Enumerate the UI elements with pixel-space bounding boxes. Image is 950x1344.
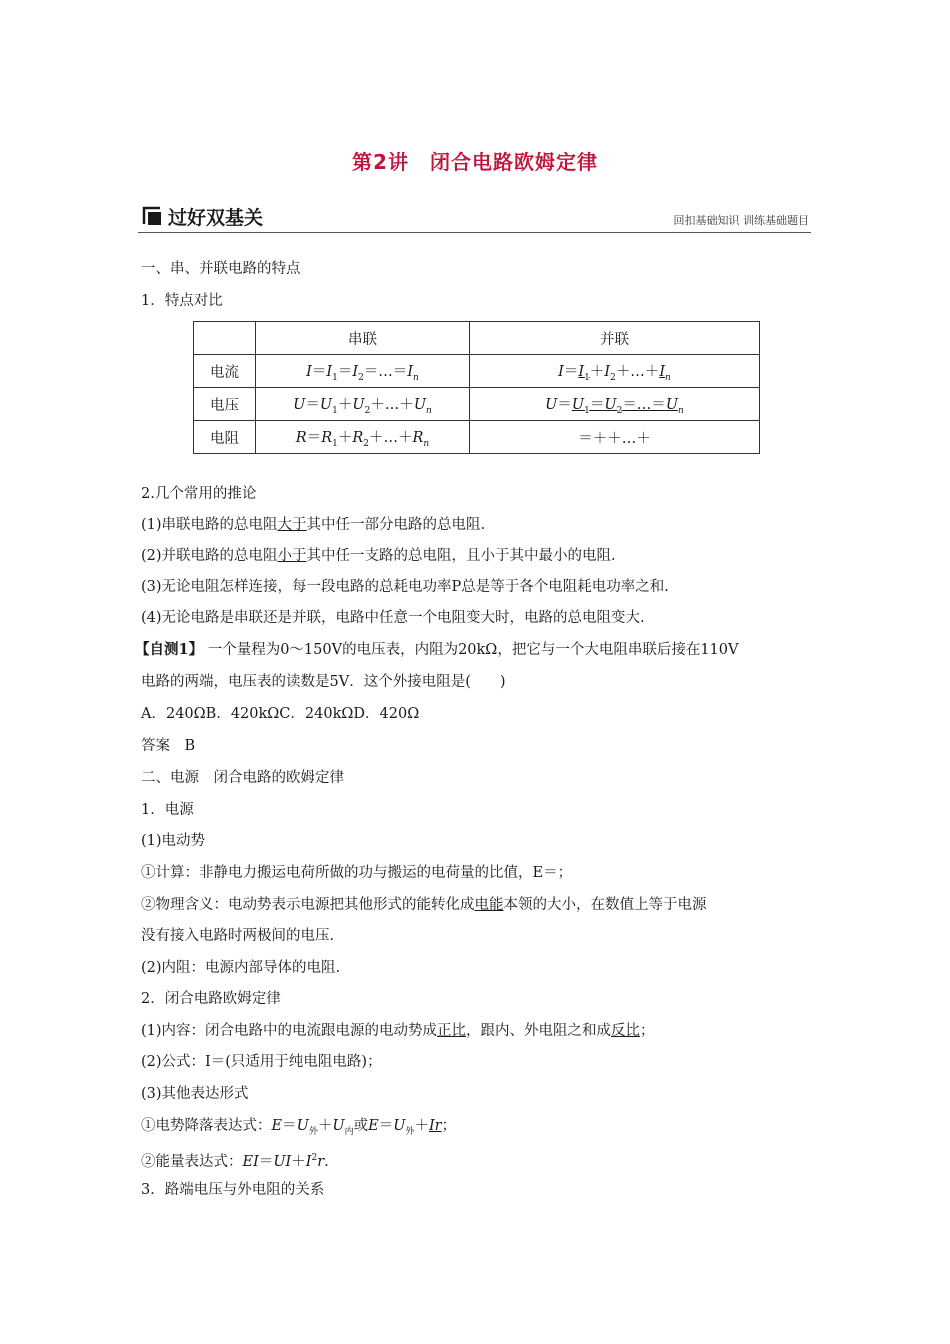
parallel-resistance-formula: ＝＋＋…＋ <box>470 421 760 454</box>
comparison-table <box>193 321 760 454</box>
section-banner <box>138 200 811 233</box>
subheading: 2．闭合电路欧姆定律 <box>141 991 281 1007</box>
series-resistance-formula: $R=R_1+R_2+\dots+R_n$ <box>256 421 470 454</box>
paragraph: (1)电动势 <box>141 833 206 849</box>
table-header-cell <box>194 322 256 355</box>
banner-subtitle: 回扣基础知识 训练基础题目 <box>673 214 809 227</box>
subheading: 1．电源 <box>141 802 194 818</box>
energy-formula: $EI=UI+I^2r$. <box>242 1153 329 1170</box>
self-test-question: 【自测1】 一个量程为0～150V的电压表，内阻为20kΩ，把它与一个大电阻串联后接在110V <box>135 641 739 658</box>
table-row-label: 电流 <box>194 355 256 388</box>
paragraph: (1)内容：闭合电路中的电流跟电源的电动势成正比，跟内、外电阻之和成反比； <box>141 1023 655 1039</box>
series-voltage-formula: $U=U_1+U_2+\dots+U_n$ <box>256 388 470 421</box>
self-test-question: 电路的两端，电压表的读数是5V．这个外接电阻是( ) <box>141 674 506 690</box>
table-row-label: 电阻 <box>194 421 256 454</box>
page-title: 第2讲 闭合电路欧姆定律 <box>352 150 598 174</box>
self-test-tag: 【自测1】 <box>135 641 204 658</box>
table-header-cell: 并联 <box>470 322 760 355</box>
paragraph: ②能量表达式：$EI=UI+I^2r$. <box>141 1153 329 1170</box>
paragraph: 没有接入电路时两极间的电压. <box>141 928 335 944</box>
table-row <box>194 421 760 454</box>
table-header-row <box>194 322 760 355</box>
table-row <box>194 388 760 421</box>
table-row <box>194 355 760 388</box>
table-header-cell: 串联 <box>256 322 470 355</box>
paragraph: (1)串联电路的总电阻大于其中任一部分电路的总电阻. <box>141 517 486 533</box>
parallel-voltage-formula: $U=U_1=U_2=\dots=U_n$ <box>470 388 760 421</box>
paragraph: ②物理含义：电动势表示电源把其他形式的能转化成电能本领的大小，在数值上等于电源 <box>141 897 707 913</box>
paragraph: (2)内阻：电源内部导体的电阻. <box>141 960 341 976</box>
subheading: 3．路端电压与外电阻的关系 <box>141 1182 325 1198</box>
paragraph: (2)公式：I＝(只适用于纯电阻电路)； <box>141 1054 382 1070</box>
paragraph: ①电势降落表达式：$E=U_外+U_内$或$E=U_外+Ir$； <box>141 1118 457 1137</box>
answer-options: A．240ΩB．420kΩC．240kΩD．420Ω <box>141 706 420 722</box>
banner-title: 过好双基关 <box>168 207 264 229</box>
subheading: 2.几个常用的推论 <box>141 486 257 502</box>
section-heading: 一、串、并联电路的特点 <box>141 261 301 277</box>
parallel-current-formula: $I=I_1+I_2+\dots+I_n$ <box>470 355 760 388</box>
section-heading: 二、电源 闭合电路的欧姆定律 <box>141 770 344 786</box>
series-current-formula: $I=I_1=I_2=\dots=I_n$ <box>256 355 470 388</box>
potential-drop-formula: $E=U_外+U_内$或$E=U_外+Ir$； <box>271 1118 457 1137</box>
subheading: 1．特点对比 <box>141 293 223 309</box>
paragraph: (2)并联电路的总电阻小于其中任一支路的总电阻，且小于其中最小的电阻. <box>141 548 616 564</box>
paragraph: (3)其他表达形式 <box>141 1086 249 1102</box>
square-bullet-icon <box>142 206 162 226</box>
table-row-label: 电压 <box>194 388 256 421</box>
paragraph: ①计算：非静电力搬运电荷所做的功与搬运的电荷量的比值，E＝； <box>141 865 573 881</box>
paragraph: (3)无论电阻怎样连接，每一段电路的总耗电功率P总是等于各个电阻耗电功率之和. <box>141 579 669 595</box>
paragraph: (4)无论电路是串联还是并联，电路中任意一个电阻变大时，电路的总电阻变大. <box>141 610 645 626</box>
answer: 答案 B <box>141 738 196 754</box>
